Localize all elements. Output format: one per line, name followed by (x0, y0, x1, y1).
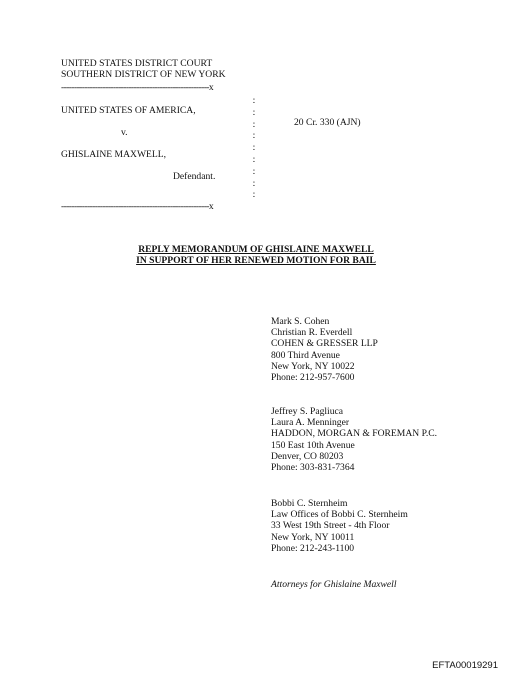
counsel-line: Denver, CO 80203 (271, 450, 344, 462)
plaintiff-name: UNITED STATES OF AMERICA, (61, 105, 196, 116)
counsel-line: Bobbi C. Sternheim (271, 498, 348, 509)
counsel-line: COHEN & GRESSER LLP (271, 338, 378, 350)
title-line-1: REPLY MEMORANDUM OF GHISLAINE MAXWELL (138, 244, 374, 255)
counsel-line: New York, NY 10022 (271, 360, 355, 372)
counsel-line: Phone: 212-957-7600 (271, 372, 355, 384)
counsel-line: 800 Third Avenue (271, 349, 340, 361)
counsel-line: Jeffrey S. Pagliuca (271, 406, 344, 417)
case-number: 20 Cr. 330 (AJN) (294, 117, 361, 128)
bates-number: EFTA00019291 (432, 660, 498, 671)
defendant-name: GHISLAINE MAXWELL, (61, 149, 166, 160)
counsel-line: Phone: 303-831-7364 (271, 462, 355, 474)
counsel-line: New York, NY 10011 (271, 531, 355, 543)
counsel-line: Law Offices of Bobbi C. Sternheim (271, 509, 408, 521)
caption-colon: : (252, 130, 256, 142)
caption-colon: : (252, 177, 256, 189)
counsel-line: Phone: 212-243-1100 (271, 542, 355, 554)
attorneys-for (271, 579, 397, 590)
court-district: SOUTHERN DISTRICT OF NEW YORK (61, 69, 226, 81)
counsel-line: Mark S. Cohen (271, 316, 330, 327)
court-name: UNITED STATES DISTRICT COURT (61, 58, 213, 69)
versus-label: v. (121, 127, 128, 138)
counsel-line: HADDON, MORGAN & FOREMAN P.C. (271, 428, 438, 440)
document-title (0, 244, 512, 266)
caption-colon-column (250, 95, 258, 201)
caption-colon: : (252, 165, 256, 177)
caption-rule-bottom: ---------------------------------------------------------x (61, 201, 214, 212)
defendant-label: Defendant. (173, 171, 216, 182)
counsel-line: Laura A. Menninger (271, 417, 350, 429)
caption-colon: : (252, 95, 256, 106)
caption-colon: : (252, 118, 256, 130)
caption-colon: : (252, 189, 256, 201)
caption-rule-top: ---------------------------------------------------------x (61, 82, 214, 93)
attorneys-for-text: Attorneys for Ghislaine Maxwell (271, 579, 397, 590)
counsel-line: Christian R. Everdell (271, 327, 353, 339)
counsel-block-sternheim (271, 498, 408, 554)
caption-colon: : (252, 153, 256, 165)
caption-colon: : (252, 142, 256, 154)
court-heading (61, 58, 226, 80)
title-line-2: IN SUPPORT OF HER RENEWED MOTION FOR BAIL (136, 255, 376, 267)
counsel-line: 33 West 19th Street - 4th Floor (271, 520, 390, 532)
counsel-line: 150 East 10th Avenue (271, 439, 355, 451)
counsel-block-haddon-morgan (271, 406, 437, 473)
counsel-block-cohen-gresser (271, 316, 378, 383)
caption-colon: : (252, 106, 256, 118)
